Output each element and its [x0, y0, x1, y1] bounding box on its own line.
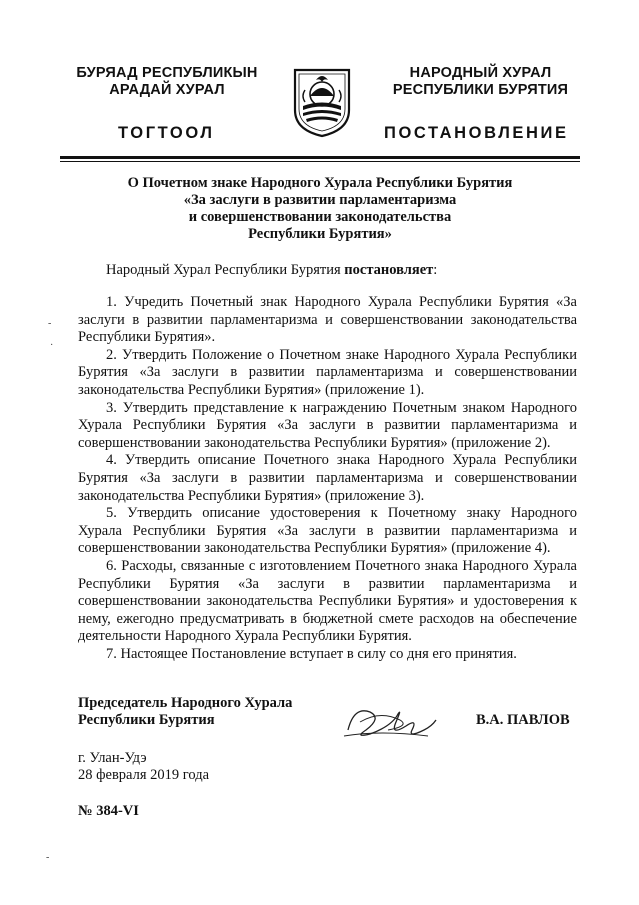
- preamble: [106, 262, 437, 279]
- scan-speck: -: [48, 318, 52, 329]
- preamble-end: :: [433, 262, 438, 278]
- resolution-item: 5. Утвердить описание удостоверения к Почетному знаку Народного Хурала Республики Бурятия «За заслуги в развитии парламентаризма и совершенствовании законодательства Республики Бурятия» (приложение 4).: [78, 505, 577, 557]
- header-left-org-line: БУРЯАД РЕСПУБЛИКЫН: [76, 65, 258, 81]
- preamble-verb: постановляет: [344, 262, 434, 278]
- header-left-org-line: АРАДАЙ ХУРАЛ: [109, 82, 225, 98]
- header-right-org: [378, 65, 583, 99]
- header-right-org-line: РЕСПУБЛИКИ БУРЯТИЯ: [392, 82, 569, 98]
- resolution-title-line: Республики Бурятия»: [248, 226, 392, 242]
- resolution-title-line: «За заслуги в развитии парламентаризма: [183, 192, 457, 208]
- resolution-item: 1. Учредить Почетный знак Народного Хурала Республики Бурятия «За заслуги в развитии парламентаризма и совершенствовании законодательства Республики Бурятия».: [78, 294, 577, 346]
- header-divider-thick: [60, 156, 580, 159]
- handwritten-signature: [340, 700, 440, 745]
- resolution-body: [78, 294, 577, 663]
- resolution-title-line: О Почетном знаке Народного Хурала Республики Бурятия: [127, 175, 513, 191]
- resolution-item: 6. Расходы, связанные с изготовлением Почетного знака Народного Хурала Республики Бурятия «За заслуги в развитии парламентаризма и совершенствовании законодательства Республики Бурятия» и удостоверения к нему, ежегодно предусматривать в бюджетной смете расходов на обеспечение деятельности Народного Хурала Республики Бурятия.: [78, 557, 577, 645]
- preamble-text: Народный Хурал Республики Бурятия: [106, 262, 345, 278]
- signatory-title-line: Председатель Народного Хурала: [78, 695, 293, 711]
- coat-of-arms-icon: [291, 66, 353, 138]
- resolution-item: 4. Утвердить описание Почетного знака Народного Хурала Республики Бурятия «За заслуги в развитии парламентаризма и совершенствовании законодательства Республики Бурятия» (приложение 3).: [78, 452, 577, 504]
- header-left-doc-type: ТОГТООЛ: [118, 124, 215, 142]
- place-date: [78, 750, 209, 784]
- header-right-org-line: НАРОДНЫЙ ХУРАЛ: [409, 65, 552, 81]
- resolution-item: 3. Утвердить представление к награждению Почетным знаком Народного Хурала Республики Бурятия «За заслуги в развитии парламентаризма и совершенствовании законодательства Республики Бурятия» (приложение 2).: [78, 399, 577, 451]
- resolution-item: 7. Настоящее Постановление вступает в силу со дня его принятия.: [106, 645, 517, 662]
- resolution-title: [90, 175, 550, 243]
- header-right-doc-type: ПОСТАНОВЛЕНИЕ: [384, 124, 569, 142]
- header-left-org: [62, 65, 272, 99]
- document-number: № 384-VI: [78, 803, 139, 819]
- signatory-title-line: Республики Бурятия: [78, 712, 215, 728]
- place: г. Улан-Удэ: [78, 750, 147, 766]
- scan-speck: -: [46, 852, 50, 863]
- scan-speck: ·: [50, 340, 54, 351]
- resolution-item: 2. Утвердить Положение о Почетном знаке Народного Хурала Республики Бурятия «За заслуги в развитии парламентаризма и совершенствовании законодательства Республики Бурятия» (приложение 1).: [78, 346, 577, 398]
- header-divider-thin: [60, 161, 580, 162]
- resolution-title-line: и совершенствовании законодательства: [188, 209, 452, 225]
- signatory-name: В.А. ПАВЛОВ: [476, 712, 570, 728]
- signatory-title: [78, 695, 292, 729]
- date: 28 февраля 2019 года: [78, 767, 210, 783]
